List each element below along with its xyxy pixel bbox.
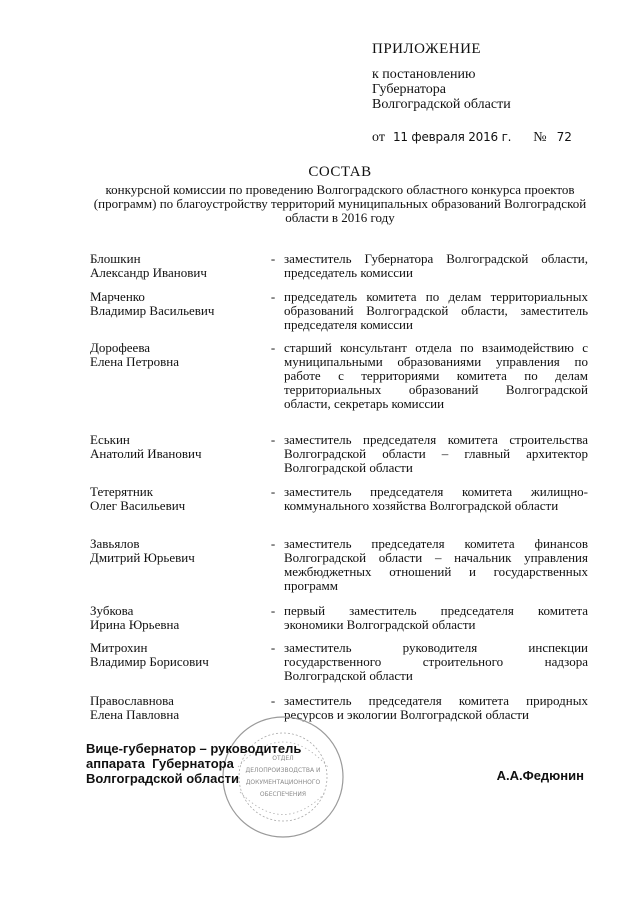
member-name <box>90 290 262 341</box>
member-surname: Завьялов <box>90 536 140 551</box>
decree-date: 11 февраля 2016 г. <box>392 130 512 144</box>
appendix-heading: ПРИЛОЖЕНИЕ <box>372 41 482 57</box>
member-surname: Зубкова <box>90 603 134 618</box>
stamp-line: ДЕЛОПРОИЗВОДСТВА И <box>245 767 321 774</box>
member-role: заместитель Губернатора Волгоградской области, председатель комиссии <box>284 251 588 280</box>
number-sign: № <box>533 130 547 145</box>
member-row <box>90 604 588 641</box>
member-surname: Дорофеева <box>90 340 151 355</box>
signature-line: Вице-губернатор – руководитель <box>86 741 302 756</box>
member-name <box>90 537 262 604</box>
member-role: заместитель председателя комитета строительства Волгоградской области – главный архитектор Волгоградской области <box>284 432 588 475</box>
member-dash: - <box>270 432 276 447</box>
member-given-names: Ирина Юрьевна <box>90 617 180 632</box>
decree-number: 72 <box>556 130 572 144</box>
appendix-line: к постановлению <box>372 67 476 82</box>
decree-date-line <box>372 130 612 145</box>
member-surname: Блошкин <box>90 251 141 266</box>
member-name <box>90 641 262 694</box>
stamp-line: ОБЕСПЕЧЕНИЯ <box>259 791 307 798</box>
signature-line: Волгоградской области <box>86 771 239 786</box>
member-name <box>90 604 262 641</box>
member-dash: - <box>270 289 276 304</box>
member-row <box>90 537 588 604</box>
member-dash: - <box>270 640 276 655</box>
member-dash: - <box>270 251 276 266</box>
member-name <box>90 485 262 537</box>
member-role: старший консультант отдела по взаимодействию с муниципальными образованиями управления по работе с территориями комитета по делам территориальных образований Волгоградской области, секретарь комиссии <box>284 340 588 411</box>
member-role: заместитель председателя комитета природных ресурсов и экологии Волгоградской области <box>284 693 588 722</box>
member-surname: Православнова <box>90 693 174 708</box>
members-list <box>90 252 588 730</box>
appendix-line: Губернатора <box>372 82 447 97</box>
member-row <box>90 485 588 537</box>
signer-name: А.А.Федюнин <box>496 768 584 783</box>
member-surname: Митрохин <box>90 640 148 655</box>
member-given-names: Олег Васильевич <box>90 498 186 513</box>
member-given-names: Елена Павловна <box>90 707 180 722</box>
member-surname: Тетерятник <box>90 484 154 499</box>
member-row <box>90 433 588 485</box>
member-surname: Еськин <box>90 432 130 447</box>
member-given-names: Дмитрий Юрьевич <box>90 550 195 565</box>
document-subtitle: конкурсной комиссии по проведению Волгоградского областного конкурса проектов (программ) по благоустройству территорий муниципальных образований Волгоградской области в 2016 году <box>93 182 587 225</box>
signature-line: аппарата Губернатора <box>86 756 234 771</box>
member-dash: - <box>270 536 276 551</box>
member-row <box>90 252 588 290</box>
member-dash: - <box>270 484 276 499</box>
member-given-names: Александр Иванович <box>90 265 207 280</box>
stamp-line: ДОКУМЕНТАЦИОННОГО <box>245 779 321 786</box>
member-given-names: Анатолий Иванович <box>90 446 202 461</box>
member-role: заместитель председателя комитета финансов Волгоградской области – начальник управления межбюджетных отношений и государственных программ <box>284 536 588 593</box>
stamp-line: ОТДЕЛ <box>272 755 294 762</box>
member-surname: Марченко <box>90 289 145 304</box>
member-given-names: Елена Петровна <box>90 354 180 369</box>
member-given-names: Владимир Борисович <box>90 654 209 669</box>
appendix-block <box>372 42 612 145</box>
member-role: председатель комитета по делам территориальных образований Волгоградской области, заместитель председателя комиссии <box>284 289 588 332</box>
member-dash: - <box>270 340 276 355</box>
member-dash: - <box>270 603 276 618</box>
member-row <box>90 641 588 694</box>
member-name <box>90 433 262 485</box>
member-role: первый заместитель председателя комитета экономики Волгоградской области <box>284 603 588 632</box>
member-role: заместитель руководителя инспекции государственного строительного надзора Волгоградской области <box>284 640 588 683</box>
member-row <box>90 290 588 341</box>
document-title: СОСТАВ <box>308 164 372 180</box>
member-row <box>90 341 588 433</box>
member-given-names: Владимир Васильевич <box>90 303 215 318</box>
member-dash: - <box>270 693 276 708</box>
member-role: заместитель председателя комитета жилищно-коммунального хозяйства Волгоградской области <box>284 484 588 513</box>
member-name <box>90 341 262 433</box>
member-name <box>90 252 262 290</box>
signature-position <box>86 741 301 786</box>
date-prefix: от <box>372 130 385 145</box>
appendix-line: Волгоградской области <box>372 97 511 112</box>
